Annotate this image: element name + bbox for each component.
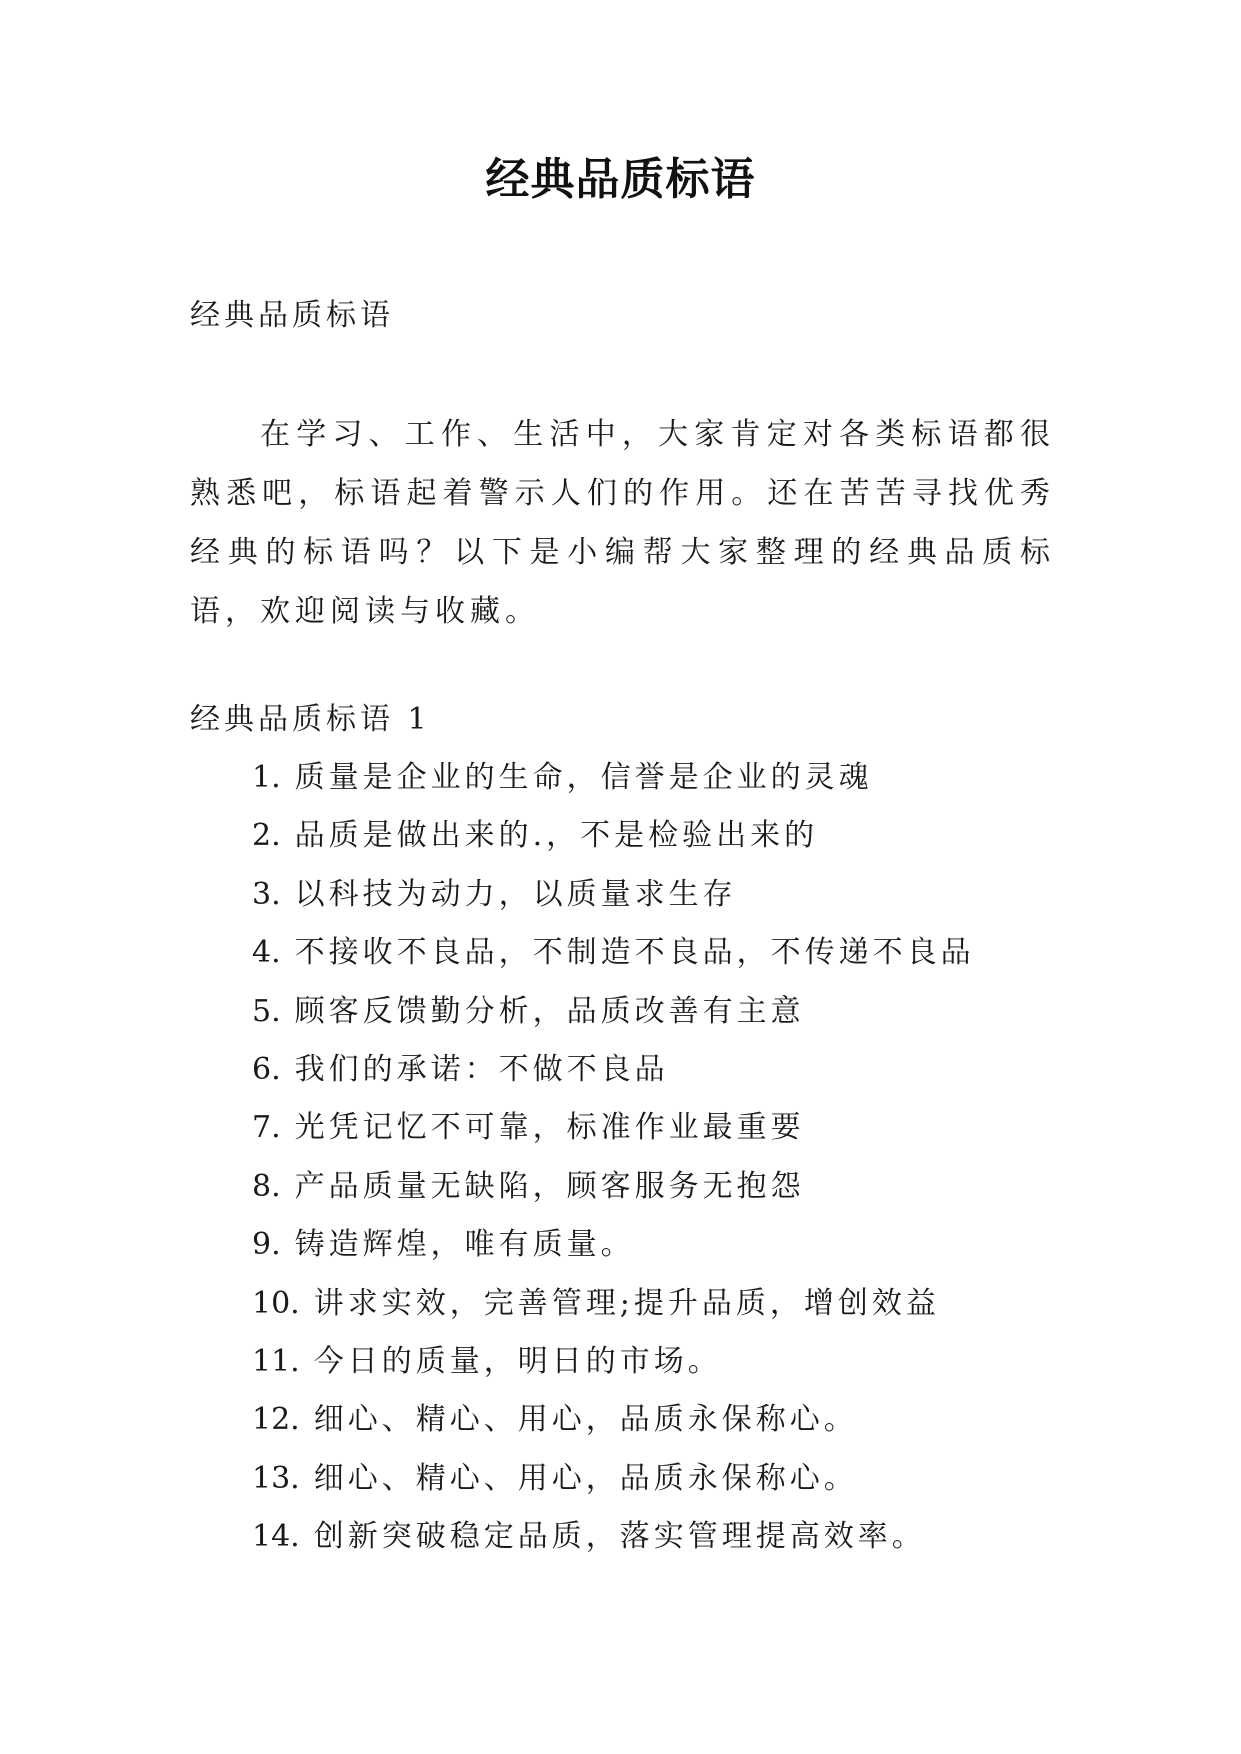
item-number: 7.: [252, 1110, 281, 1146]
item-text: 创新突破稳定品质，落实管理提高效率。: [313, 1519, 926, 1555]
item-number: 1.: [252, 760, 281, 795]
item-text: 细心、精心、用心，品质永保称心。: [313, 1460, 858, 1496]
item-number: 11.: [252, 1343, 300, 1379]
item-text: 不接收不良品，不制造不良品，不传递不良品: [294, 935, 975, 971]
list-item: [252, 1225, 975, 1283]
item-text: 今日的质量，明日的市场。: [313, 1343, 722, 1379]
item-text: 我们的承诺：不做不良品: [294, 1051, 669, 1087]
list-item: [252, 1167, 975, 1225]
list-item: [252, 992, 975, 1050]
item-text: 细心、精心、用心，品质永保称心。: [313, 1402, 858, 1438]
item-number: 4.: [252, 935, 281, 971]
item-number: 10.: [252, 1285, 300, 1321]
list-item: [252, 1400, 975, 1458]
item-text: 铸造辉煌，唯有质量。: [294, 1227, 635, 1263]
item-text: 品质是做出来的.，不是检验出来的: [294, 818, 819, 854]
item-number: 9.: [252, 1227, 281, 1263]
item-number: 6.: [252, 1051, 281, 1087]
item-text: 产品质量无缺陷，顾客服务无抱怨: [294, 1168, 805, 1204]
item-text: 光凭记忆不可靠，标准作业最重要: [294, 1110, 805, 1146]
item-text: 顾客反馈勤分析，品质改善有主意: [294, 993, 805, 1029]
list-item: [252, 1050, 975, 1108]
list-item: [252, 1284, 975, 1342]
item-number: 2.: [252, 818, 281, 854]
document-subtitle: 经典品质标语: [190, 298, 394, 333]
item-text: 讲求实效，完善管理;提升品质，增创效益: [313, 1285, 940, 1321]
item-number: 3.: [252, 876, 281, 912]
list-item: [252, 758, 975, 816]
intro-paragraph: 在学习、工作、生活中，大家肯定对各类标语都很熟悉吧，标语起着警示人们的作用。还在苦苦寻找优秀经典的标语吗？以下是小编帮大家整理的经典品质标语，欢迎阅读与收藏。: [190, 417, 1055, 629]
page-title: 经典品质标语: [485, 154, 756, 205]
item-number: 5.: [252, 993, 281, 1029]
item-number: 12.: [252, 1402, 300, 1438]
item-number: 13.: [252, 1460, 300, 1496]
item-number: 14.: [252, 1519, 300, 1555]
list-item: [252, 875, 975, 933]
list-item: [252, 933, 975, 991]
item-text: 以科技为动力，以质量求生存: [294, 876, 737, 912]
slogan-list: [252, 758, 975, 1575]
item-text: 质量是企业的生命，信誉是企业的灵魂: [294, 760, 873, 795]
list-item: [252, 1459, 975, 1517]
list-item: [252, 816, 975, 874]
item-number: 8.: [252, 1168, 281, 1204]
list-item: [252, 1108, 975, 1166]
list-item: [252, 1517, 975, 1575]
section-heading: 经典品质标语 1: [190, 702, 431, 737]
list-item: [252, 1342, 975, 1400]
